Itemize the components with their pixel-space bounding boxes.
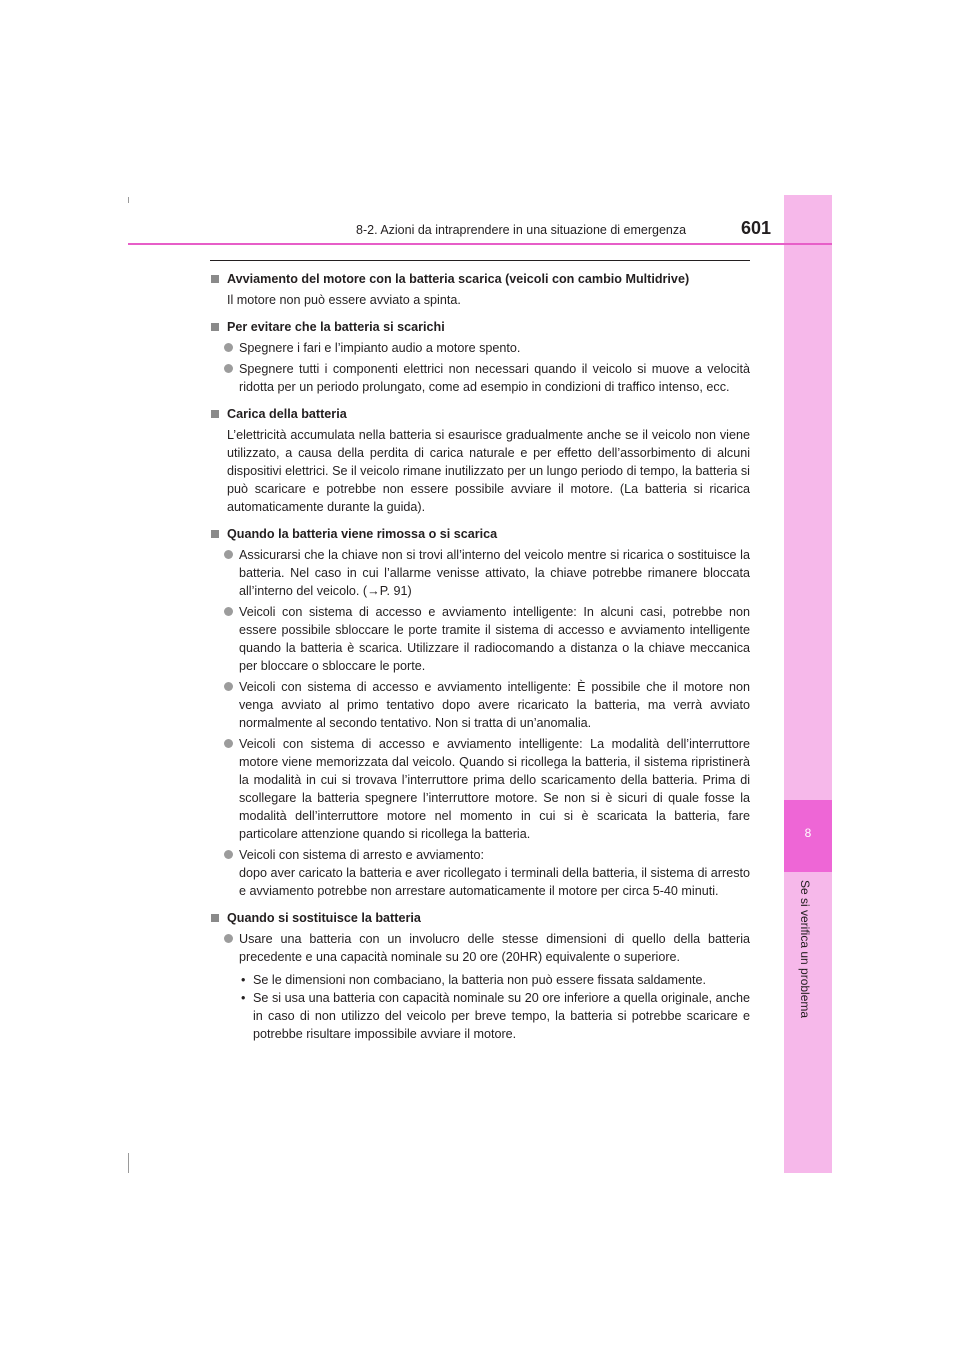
crop-mark [128,197,129,203]
section-text: Il motore non può essere avviato a spinta. [227,293,461,307]
list-item: Veicoli con sistema di arresto e avviamento: dopo aver caricato la batteria e aver ricollegato i terminali della batteria, il sistema di arresto e avviamento potrebbe non arrestare automaticamente il motore per circa 5-40 minuti. [211,846,750,900]
square-bullet-icon [211,914,219,922]
circle-bullet-icon [224,343,233,352]
page-number: 601 [741,218,772,238]
crop-mark [128,1153,129,1173]
circle-bullet-icon [224,934,233,943]
dot-bullet-icon: • [241,991,246,1005]
dot-bullet-icon: • [241,973,246,987]
section-heading: Carica della batteria [211,405,750,423]
list-item: Veicoli con sistema di accesso e avviamento intelligente: È possibile che il motore non venga avviato al primo tentativo dopo avere ricaricato la batteria, ma verrà avviato normalmente al secondo tentativo. Non si tratta di un’anomalia. [211,678,750,732]
square-bullet-icon [211,530,219,538]
square-bullet-icon [211,323,219,331]
circle-bullet-icon [224,364,233,373]
sub-list-item: • Se si usa una batteria con capacità nominale su 20 ore inferiore a quella originale, anche in caso di non utilizzo del veicolo per breve tempo, la batteria si potrebbe scaricare e potrebbe risultare impossibile avviare il motore. [241,991,750,1041]
circle-bullet-icon [224,607,233,616]
section-heading: Avviamento del motore con la batteria scarica (veicoli con cambio Multidrive) [211,270,750,288]
chapter-number: 8 [804,826,812,840]
sub-list-item: • Se le dimensioni non combaciano, la batteria non può essere fissata saldamente. [241,973,706,987]
list-item: Spegnere i fari e l’impianto audio a motore spento. [211,339,750,357]
section-heading: Per evitare che la batteria si scarichi [211,318,750,336]
header-rule [128,243,832,245]
circle-bullet-icon [224,682,233,691]
square-bullet-icon [211,410,219,418]
list-item: Assicurarsi che la chiave non si trovi all’interno del veicolo mentre si ricarica o sostituisce la batteria. Nel caso in cui l’allarme venisse attivato, la chiave potrebbe rimanere bloccata all’interno del veicolo. (→P. 91) [211,546,750,600]
section-heading: Quando la batteria viene rimossa o si scarica [211,525,750,543]
content-rule [210,260,750,261]
page-content [211,266,750,1043]
circle-bullet-icon [224,550,233,559]
section-heading: Quando si sostituisce la batteria [211,909,750,927]
chapter-title: Se si verifica un problema [798,880,812,1019]
list-item: Veicoli con sistema di accesso e avviamento intelligente: La modalità dell’interruttore motore viene memorizzata dal veicolo. Quando si ricollega la batteria, il sistema ripristinerà la modalità in cui si trovava l’interruttore prima dello scaricamento della batteria. Prima di scollegare la batteria spegnere l’interruttore motore. Se non si è sicuri di quale fosse la modalità dell’interruttore motore nel momento in cui si è scaricata la batteria, fare particolare attenzione quando si ricollega la batteria. [211,735,750,843]
circle-bullet-icon [224,739,233,748]
square-bullet-icon [211,275,219,283]
sub-list [211,971,750,1043]
list-item: Usare una batteria con un involucro delle stesse dimensioni di quello della batteria precedente e una capacità nominale su 20 ore (20HR) equivalente o superiore. [211,930,750,966]
circle-bullet-icon [224,850,233,859]
section-title: 8-2. Azioni da intraprendere in una situazione di emergenza [356,223,687,237]
section-text: L’elettricità accumulata nella batteria si esaurisce gradualmente anche se il veicolo non viene utilizzato, a causa della perdita di carica naturale e per effetto dell’assorbimento di alcuni dispositivi elettrici. Se il veicolo rimane inutilizzato per un lungo periodo di tempo, la batteria si può scaricare e potrebbe non essere possibile avviare il motore. (La batteria si ricarica automaticamente durante la guida). [227,428,750,514]
list-item: Spegnere tutti i componenti elettrici non necessari quando il veicolo si muove a velocità ridotta per un periodo prolungato, come ad esempio in condizioni di traffico intenso, ecc. [211,360,750,396]
list-item: Veicoli con sistema di accesso e avviamento intelligente: In alcuni casi, potrebbe non essere possibile sbloccare le porte tramite il sistema di accesso e avviamento intelligente quando la batteria è scarica. Utilizzare il radiocomando a distanza o la chiave meccanica per bloccare o sbloccare le porte. [211,603,750,675]
